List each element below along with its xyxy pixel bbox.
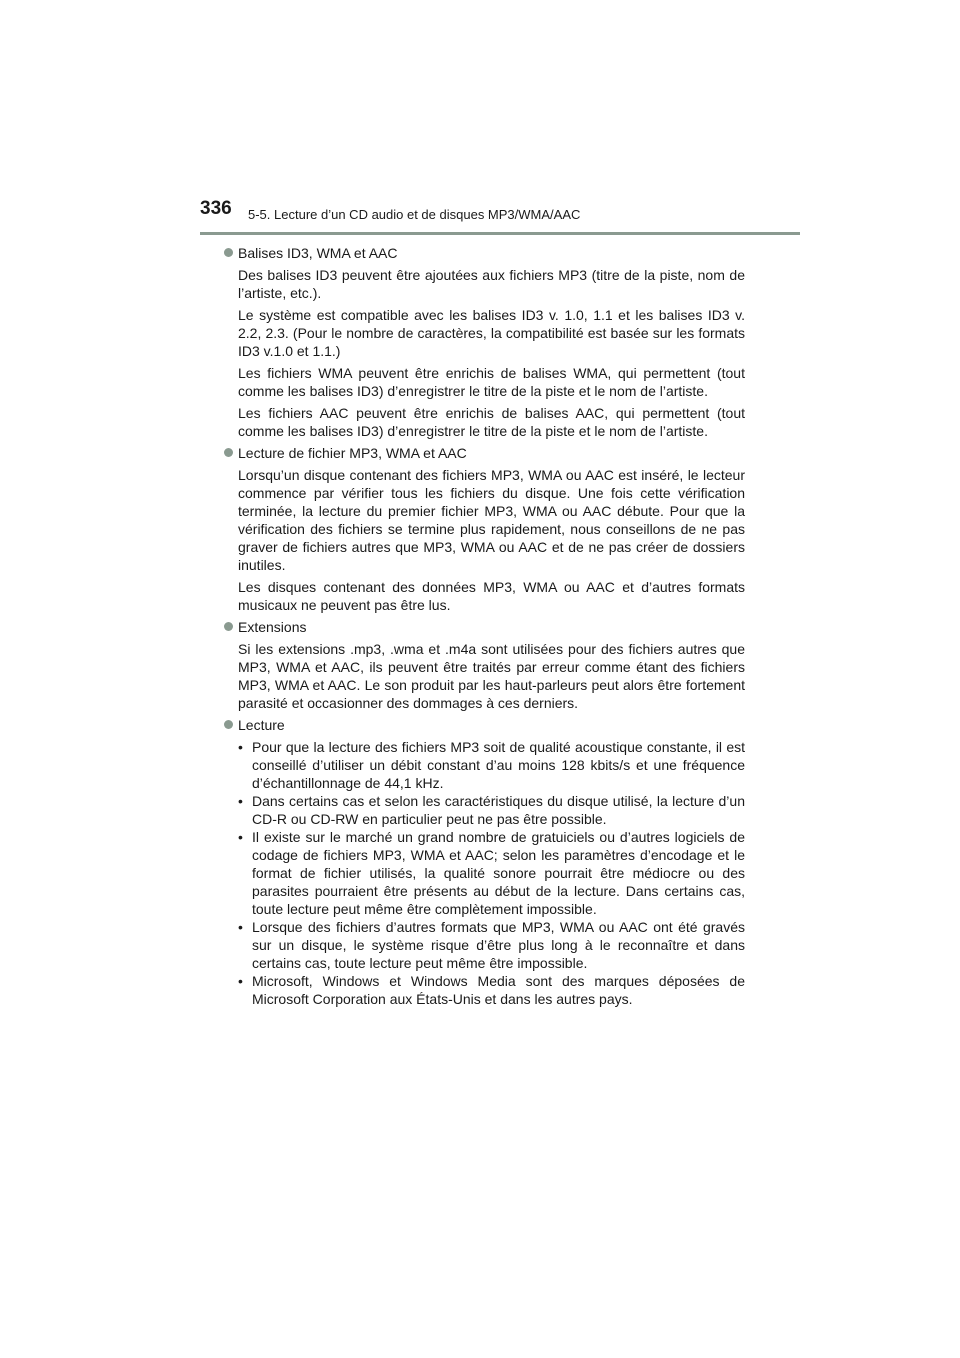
paragraph: Le système est compatible avec les balises ID3 v. 1.0, 1.1 et les balises ID3 v. 2.2, 2.3. (Pour le nombre de caractères, la compatibilité est basée sur les formats ID3 v.1.0 et 1.1.)	[238, 307, 745, 359]
paragraph: Si les extensions .mp3, .wma et .m4a sont utilisées pour des fichiers autres que MP3, WMA et AAC, ils peuvent être traités par erreur comme étant des fichiers MP3, WMA et AAC. Le son produit par les haut-parleurs peut alors être fortement parasité et occasionner des dommages à ces derniers.	[238, 641, 745, 711]
bullet-dot-icon: •	[238, 739, 243, 755]
section-title: 5-5. Lecture d’un CD audio et de disques MP3/WMA/AAC	[248, 207, 581, 222]
list-item-text: Pour que la lecture des fichiers MP3 soit de qualité acoustique constante, il est conseillé d’utiliser un débit constant d’au moins 128 kbits/s et une fréquence d’échantillonnage de 44,1 kHz.	[252, 739, 745, 791]
paragraph: Les disques contenant des données MP3, WMA ou AAC et d’autres formats musicaux ne peuvent pas être lus.	[238, 579, 745, 613]
list-item	[238, 738, 745, 792]
section-heading	[222, 244, 745, 262]
list-item	[238, 792, 745, 828]
section-heading-text: Lecture de fichier MP3, WMA et AAC	[238, 445, 467, 461]
bullet-dot-icon: •	[238, 919, 243, 935]
header-divider	[200, 232, 800, 235]
list-item-text: Dans certains cas et selon les caractéristiques du disque utilisé, la lecture d’un CD-R ou CD-RW en particulier peut ne pas être possible.	[252, 793, 745, 827]
bullet-circle-icon	[224, 248, 233, 257]
bullet-circle-icon	[224, 622, 233, 631]
list-item-text: Il existe sur le marché un grand nombre de gratuiciels ou d’autres logiciels de codage de fichiers MP3, WMA et AAC; selon les paramètres d’encodage et le format de fichier utilisés, la qualité sonore pourrait être médiocre ou des parasites pourraient être présents au début de la lecture. Dans certains cas, toute lecture peut même être complètement impossible.	[252, 829, 745, 917]
bullet-dot-icon: •	[238, 793, 243, 809]
section-id3-tags	[222, 244, 745, 440]
bullet-circle-icon	[224, 720, 233, 729]
bullet-dot-icon: •	[238, 973, 243, 989]
section-heading	[222, 618, 745, 636]
page-header	[200, 198, 800, 238]
paragraph: Lorsqu’un disque contenant des fichiers MP3, WMA ou AAC est inséré, le lecteur commence par vérifier tous les fichiers du disque. Une fois cette vérification terminée, la lecture du premier fichier MP3, WMA ou AAC débute. Pour que la vérification des fichiers se termine plus rapidement, nous conseillons de ne pas graver de fichiers autres que MP3, WMA ou AAC et de ne pas créer de dossiers inutiles.	[238, 467, 745, 573]
page-content	[222, 244, 745, 1012]
list-item	[238, 918, 745, 972]
section-heading	[222, 444, 745, 462]
paragraph: Les fichiers WMA peuvent être enrichis de balises WMA, qui permettent (tout comme les balises ID3) d’enregistrer le titre de la piste et le nom de l’artiste.	[238, 365, 745, 399]
playback-notes-list	[238, 738, 745, 1008]
section-heading-text: Lecture	[238, 717, 285, 733]
list-item	[238, 828, 745, 918]
list-item-text: Microsoft, Windows et Windows Media sont des marques déposées de Microsoft Corporation aux États-Unis et dans les autres pays.	[252, 973, 745, 1007]
list-item	[238, 972, 745, 1008]
section-extensions	[222, 618, 745, 712]
section-heading-text: Extensions	[238, 619, 307, 635]
paragraph: Les fichiers AAC peuvent être enrichis de balises AAC, qui permettent (tout comme les balises ID3) d’enregistrer le titre de la piste et le nom de l’artiste.	[238, 405, 745, 439]
paragraph: Des balises ID3 peuvent être ajoutées aux fichiers MP3 (titre de la piste, nom de l’artiste, etc.).	[238, 267, 745, 301]
list-item-text: Lorsque des fichiers d’autres formats que MP3, WMA ou AAC ont été gravés sur un disque, le système risque d’être plus long à le reconnaître et dans certains cas, toute lecture peut même être impossible.	[252, 919, 745, 971]
bullet-dot-icon: •	[238, 829, 243, 845]
bullet-circle-icon	[224, 448, 233, 457]
section-heading	[222, 716, 745, 734]
section-heading-text: Balises ID3, WMA et AAC	[238, 245, 398, 261]
section-playback-files	[222, 444, 745, 614]
section-playback	[222, 716, 745, 1008]
page-number: 336	[200, 198, 232, 219]
